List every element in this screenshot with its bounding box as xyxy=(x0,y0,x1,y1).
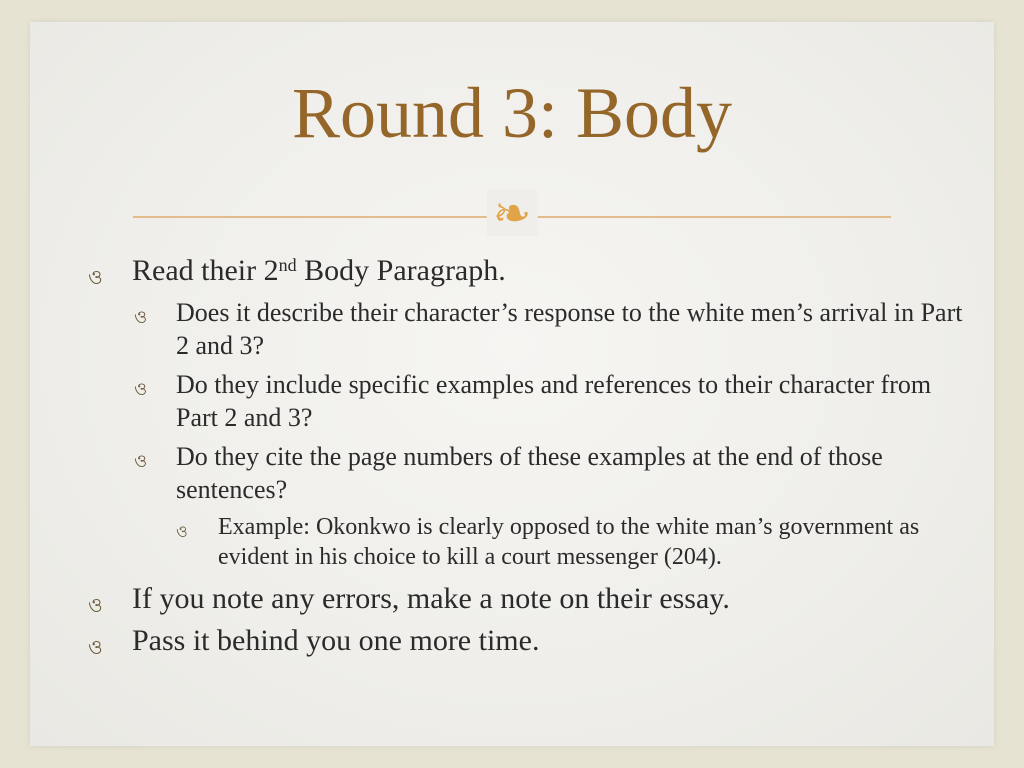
bullet-icon: ও xyxy=(134,307,148,328)
list-item xyxy=(88,254,964,288)
item-text: Do they include specific examples and references to their character from Part 2 and 3? xyxy=(176,370,932,432)
list-item xyxy=(88,582,964,616)
bullet-icon: ও xyxy=(88,593,103,617)
item-text-post: Body Paragraph. xyxy=(296,254,506,287)
item-text: Example: Okonkwo is clearly opposed to the white man’s government as evident in his choice to kill a court messenger (204). xyxy=(218,514,920,570)
slide-body xyxy=(88,254,964,666)
slide-title: Round 3: Body xyxy=(291,73,733,153)
list-item xyxy=(88,296,964,362)
bullet-icon: ও xyxy=(88,635,103,659)
list-item xyxy=(88,368,964,434)
bullet-icon: ও xyxy=(88,265,103,289)
bullet-icon: ও xyxy=(134,379,148,400)
item-text: Pass it behind you one more time. xyxy=(132,624,540,657)
item-superscript: nd xyxy=(278,255,297,275)
title-divider xyxy=(133,186,891,242)
item-text: Do they cite the page numbers of these examples at the end of those sentences? xyxy=(176,442,883,504)
list-item xyxy=(88,624,964,658)
slide xyxy=(30,22,994,746)
bullet-icon: ও xyxy=(176,522,188,541)
list-item xyxy=(88,512,964,572)
list-item xyxy=(88,440,964,506)
ornament-icon: ❧ xyxy=(487,190,538,236)
item-text-pre: Read their 2 xyxy=(132,254,279,287)
bullet-icon: ও xyxy=(134,451,148,472)
item-text: If you note any errors, make a note on their essay. xyxy=(132,582,730,615)
item-text: Does it describe their character’s response to the white men’s arrival in Part 2 and 3? xyxy=(176,298,963,360)
